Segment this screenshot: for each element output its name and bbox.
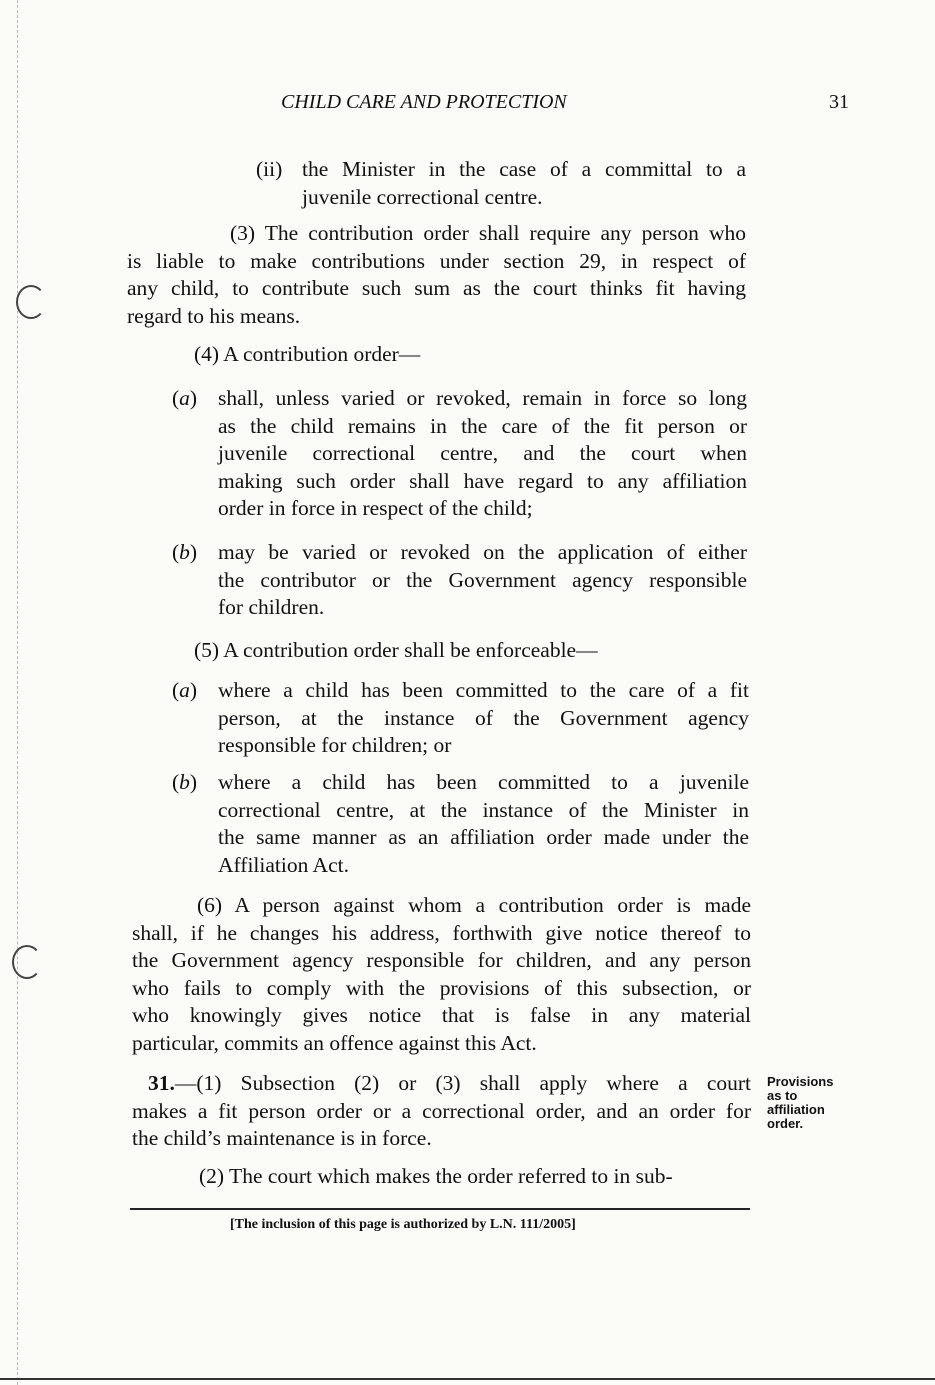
- text-line: for children.: [218, 595, 325, 619]
- text-line: responsible for children; or: [218, 733, 452, 757]
- paragraph-label: (a): [172, 386, 198, 410]
- text-line: where a child has been committed to a juvenile: [218, 770, 749, 794]
- paragraph-label: (a): [172, 678, 198, 702]
- text-line: the Minister in the case of a committal to a: [302, 157, 746, 181]
- text-line: shall, if he changes his address, forthwith give notice thereof to: [132, 920, 751, 945]
- text-line: making such order shall have regard to any affiliation: [218, 468, 747, 493]
- subsection-4-intro: (4) A contribution order—: [194, 342, 421, 366]
- text-line: regard to his means.: [127, 303, 301, 328]
- text-line: the same manner as an affiliation order made under the: [218, 825, 749, 849]
- text-line: any child, to contribute such sum as the court thinks fit having: [127, 276, 746, 300]
- section-number: 31.: [148, 1071, 175, 1095]
- running-header-title: CHILD CARE AND PROTECTION: [281, 91, 567, 113]
- page-number: 31: [829, 91, 849, 113]
- subsection-4a: [218, 385, 747, 523]
- subsection-6: [132, 892, 751, 1057]
- margin-note: Provisions as to affiliation order.: [767, 1074, 834, 1131]
- text-line: (3) The contribution order shall require any person who: [230, 221, 746, 245]
- text-line: 31.—(1) Subsection (2) or (3) shall apply where a court: [148, 1071, 751, 1095]
- text-line: person, at the instance of the Government agency: [218, 705, 749, 730]
- text-line: who fails to comply with the provisions of this subsection, or: [132, 975, 751, 1000]
- text-line: order in force in respect of the child;: [218, 496, 533, 520]
- item-ii-text: [302, 156, 746, 211]
- subsection-5-intro: (5) A contribution order shall be enforceable—: [194, 638, 598, 662]
- paragraph-label: (b): [172, 770, 198, 794]
- subsection-31-2: (2) The court which makes the order referred to in sub-: [199, 1164, 673, 1188]
- text-line: particular, commits an offence against this Act.: [132, 1030, 537, 1055]
- text-line: makes a fit person order or a correctional order, and an order for: [132, 1098, 751, 1123]
- text-line: is liable to make contributions under section 29, in respect of: [127, 248, 746, 273]
- text-line: (6) A person against whom a contribution order is made: [197, 893, 751, 917]
- page-bottom-edge: [0, 1378, 935, 1380]
- punch-hole-mark: [12, 945, 42, 979]
- text-line: the contributor or the Government agency responsible: [218, 567, 747, 592]
- text-line: the child’s maintenance is in force.: [132, 1126, 432, 1150]
- text-line: who knowingly gives notice that is false in any material: [132, 1003, 751, 1027]
- text-line: juvenile correctional centre, and the court when: [218, 441, 747, 465]
- text-line: as the child remains in the care of the fit person or: [218, 413, 747, 438]
- subsection-5a: [218, 677, 749, 760]
- section-31: [132, 1070, 751, 1153]
- text-line: Affiliation Act.: [218, 852, 349, 877]
- text-line: correctional centre, at the instance of the Minister in: [218, 797, 749, 822]
- text-line: juvenile correctional centre.: [302, 184, 543, 209]
- text-line: the Government agency responsible for children, and any person: [132, 948, 751, 972]
- text-line: may be varied or revoked on the application of either: [218, 540, 747, 564]
- item-label: (ii): [256, 157, 283, 181]
- footer-note: [The inclusion of this page is authorized by L.N. 111/2005]: [230, 1217, 576, 1232]
- paragraph-label: (b): [172, 540, 198, 564]
- text-line: where a child has been committed to the care of a fit: [218, 678, 749, 702]
- subsection-3: [127, 220, 746, 330]
- binding-edge: [17, 0, 19, 1385]
- subsection-5b: [218, 769, 749, 879]
- text-line: shall, unless varied or revoked, remain in force so long: [218, 386, 747, 410]
- punch-hole-mark: [16, 285, 46, 319]
- footer-rule: [130, 1208, 750, 1210]
- subsection-4b: [218, 539, 747, 622]
